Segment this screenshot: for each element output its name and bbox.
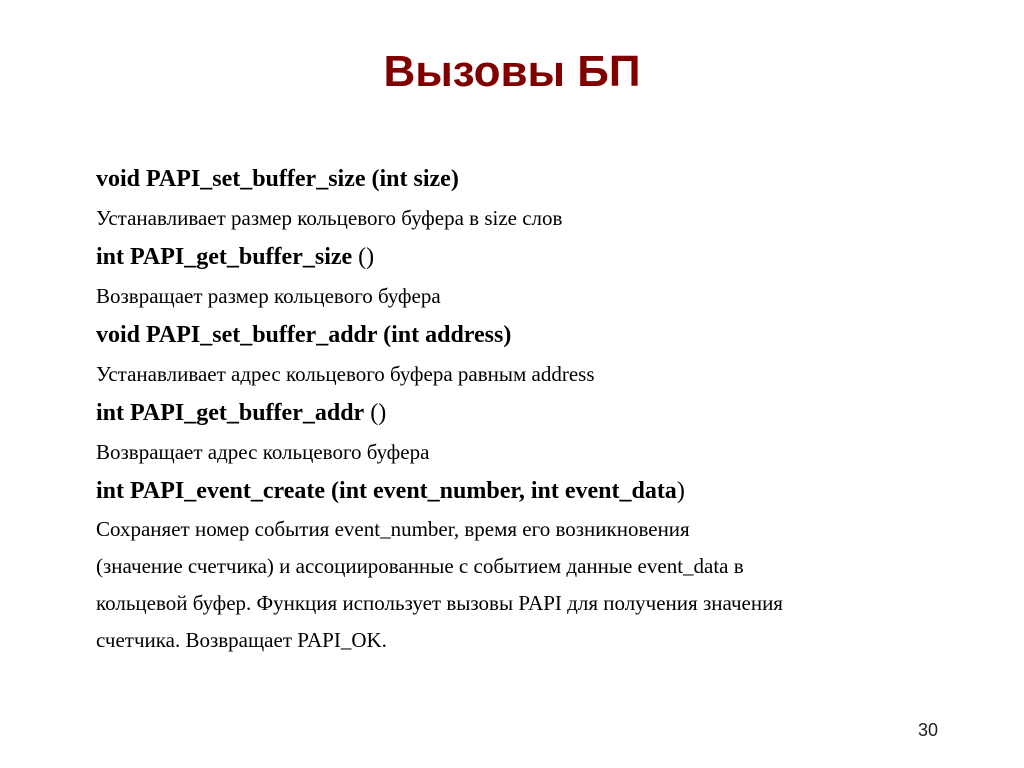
- description-line: кольцевой буфер. Функция использует вызовы PAPI для получения значения: [96, 591, 783, 615]
- function-description-paragraph: [96, 511, 956, 659]
- description-line: (значение счетчика) и ассоциированные с событием данные event_data в: [96, 554, 744, 578]
- description-line: Сохраняет номер события event_number, время его возникновения: [96, 517, 690, 541]
- signature-plain: (): [352, 244, 375, 270]
- signature-bold: int PAPI_event_create (int event_number, int event_data: [96, 478, 677, 504]
- signature-plain: ): [676, 478, 685, 504]
- description-line: счетчика. Возвращает PAPI_OK.: [96, 628, 387, 652]
- page-number: 30: [917, 720, 938, 740]
- slide-content: [96, 160, 956, 659]
- function-signature: [96, 316, 956, 355]
- function-description: Устанавливает размер кольцевого буфера в size слов: [96, 206, 563, 230]
- function-signature: [96, 238, 956, 277]
- signature-bold: int PAPI_get_buffer_addr: [96, 400, 365, 426]
- slide-title: Вызовы БП: [383, 47, 641, 96]
- signature-plain: (): [364, 400, 387, 426]
- function-signature: [96, 472, 956, 511]
- function-signature: [96, 160, 956, 199]
- signature-bold: void PAPI_set_buffer_addr (int address): [96, 322, 512, 348]
- function-description: Устанавливает адрес кольцевого буфера равным address: [96, 362, 595, 386]
- function-description: Возвращает размер кольцевого буфера: [96, 284, 441, 308]
- function-signature: [96, 394, 956, 433]
- function-description: Возвращает адрес кольцевого буфера: [96, 440, 430, 464]
- signature-bold: void PAPI_set_buffer_size (int size): [96, 166, 459, 192]
- signature-bold: int PAPI_get_buffer_size: [96, 244, 353, 270]
